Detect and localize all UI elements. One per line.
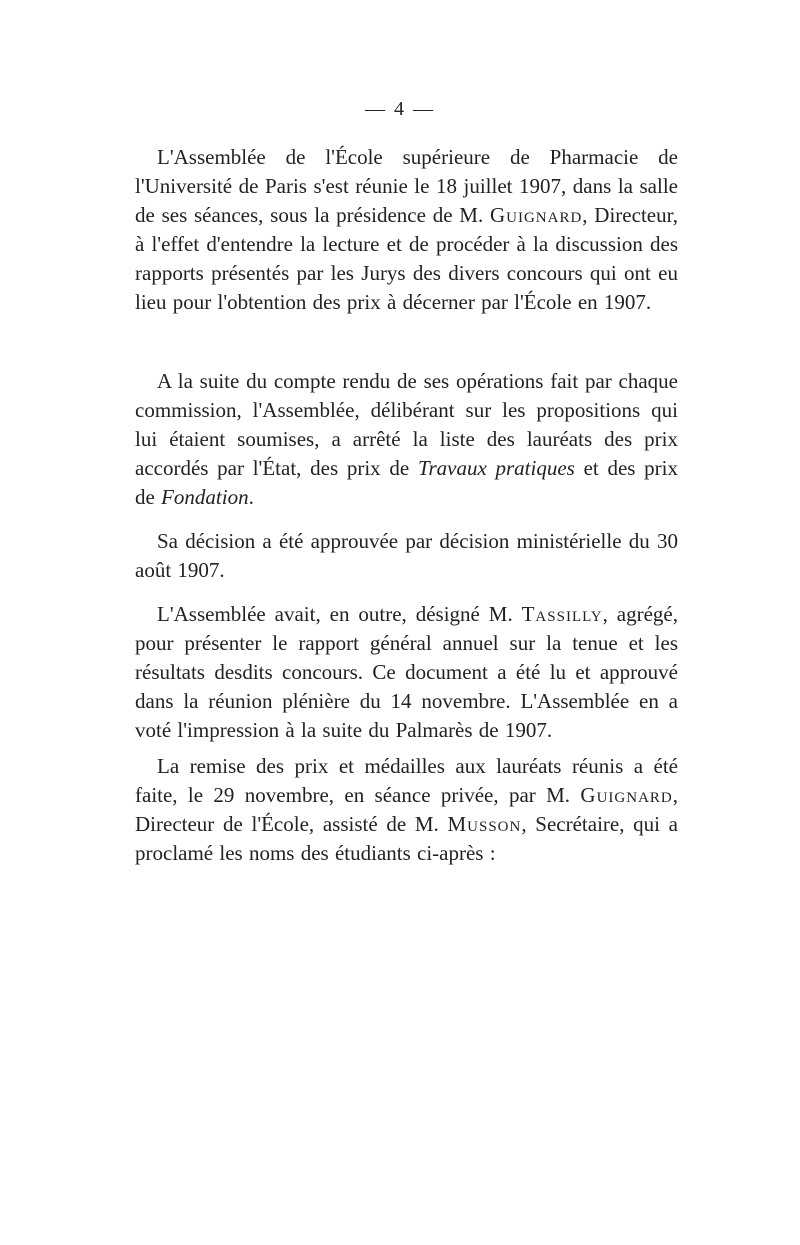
text-segment: La remise des prix et médailles aux lauréats réunis a été faite, le 29 novembre, en séance privée, par M. — [135, 754, 678, 807]
italic-fondation: Fondation — [161, 485, 249, 509]
paragraph-laureates-list — [135, 367, 678, 512]
text-segment: . — [248, 485, 254, 509]
text-segment: L'Assemblée avait, en outre, désigné M. — [157, 602, 522, 626]
person-name-musson: Musson — [447, 812, 522, 836]
text-segment: , Secrétaire, qui a proclamé les noms des étudiants ci-après : — [135, 812, 678, 865]
paragraph-text — [135, 367, 678, 512]
text-segment: , Directeur de l'École, assisté de M. — [135, 783, 678, 836]
person-name-tassilly: Tassilly — [521, 602, 603, 626]
person-name-guignard: Guignard — [489, 203, 583, 227]
paragraph-general-report — [135, 600, 678, 745]
text-segment: , Directeur, à l'effet d'entendre la lecture et de procéder à la discussion des rapports présentés par les Jurys des divers concours qui ont eu lieu pour l'obtention des prix à décerner par l'École en 1907. — [135, 203, 678, 314]
paragraph-text: Sa décision a été approuvée par décision ministérielle du 30 août 1907. — [135, 529, 678, 582]
paragraph-text — [135, 600, 678, 745]
paragraph-text — [135, 752, 678, 868]
italic-travaux-pratiques: Travaux pratiques — [417, 456, 575, 480]
text-segment: et des prix de — [135, 456, 679, 509]
paragraph-ministerial-approval — [135, 527, 678, 585]
text-segment: L'Assemblée de l'École supérieure de Pharmacie de l'Université de Paris s'est réunie le 18 juillet 1907, dans la salle de ses séances, sous la présidence de M. — [135, 145, 678, 227]
text-segment: , agrégé, pour présenter le rapport général annuel sur la tenue et les résultats desdits concours. Ce document a été lu et approuvé dans la réunion plénière du 14 novembre. L'Assemblée en a voté l'impression à la suite du Palmarès de 1907. — [135, 602, 678, 742]
paragraph-prize-ceremony — [135, 752, 678, 868]
paragraph-assembly-meeting — [135, 143, 678, 317]
text-segment: A la suite du compte rendu de ses opérations fait par chaque commission, l'Assemblée, délibérant sur les propositions qui lui étaient soumises, a arrêté la liste des lauréats des prix accordés par l'État, des prix de — [135, 369, 678, 480]
page-number: — 4 — — [365, 98, 435, 120]
paragraph-text — [135, 143, 678, 317]
person-name-guignard: Guignard — [580, 783, 673, 807]
